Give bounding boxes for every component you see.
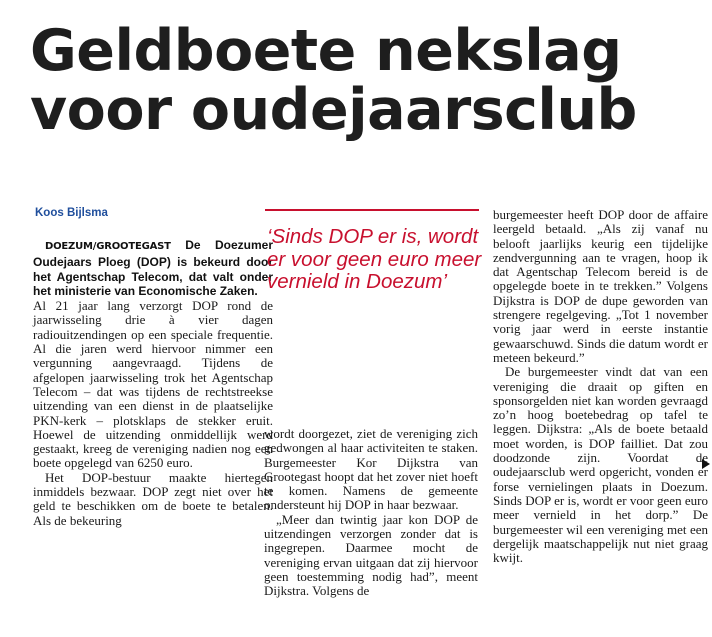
headline: [30, 18, 710, 143]
body-paragraph: wordt doorgezet, ziet de vereniging zich gedwongen al haar activiteiten te staken. Burgemeester Kor Dijkstra van Grootegast hoopt dat het zover niet hoeft te komen. Namens de gemeente ondersteunt hij DOP in haar bezwaar.: [264, 426, 478, 513]
headline-line-2: voor oudejaarsclub: [30, 77, 637, 143]
continue-arrow-icon: [702, 459, 710, 469]
article-column-3: [493, 208, 708, 565]
article-column-2: [264, 427, 478, 599]
headline-line-1: Geldboete nekslag: [30, 18, 622, 84]
article-column-1: [33, 238, 273, 528]
pull-quote: ‘Sinds DOP er is, wordt er voor geen euro meer vernield in Doezum’: [267, 225, 482, 293]
lead-body: De Doezumer Oudejaars Ploeg (DOP) is bekeurd door het Agentschap Telecom, dat valt onder het ministerie van Economische Zaken.: [33, 238, 273, 299]
body-paragraph: De burgemeester vindt dat van een vereniging die draait op giften en sponsorgelden niet kan worden gevraagd zo’n hoog boetebedrag op tafel te leggen. Dijkstra: „Als de boete betaald moet worden, is DOP failliet. Dat zou doodzonde zijn. Voordat de oudejaarsclub werd opgericht, vonden er forse vernielingen plaats in Doezum. Sinds DOP er is, wordt er voor geen euro meer vernield in het dorp.” De burgemeester wil een vereniging met een dergelijk maatschappelijk nut niet graag kwijt.: [493, 364, 708, 566]
quote-divider: [265, 209, 479, 211]
lead-paragraph: [33, 238, 273, 299]
author-byline: Koos Bijlsma: [35, 207, 108, 219]
body-paragraph: Het DOP-bestuur maakte hiertegen inmiddels bezwaar. DOP zegt niet over het geld te beschikken om de boete te betalen. Als de bekeuring: [33, 469, 273, 528]
body-paragraph: burgemeester heeft DOP door de affaire leergeld betaald. „Als zij vanaf nu belooft jaarlijks keurig een tijdelijke zendvergunning aan te vragen, hoop ik dat Agentschap Telecom bereid is de opgelegde boete in te trekken.” Volgens Dijkstra is DOP de dupe geworden van strengere regelgeving. „Tot 1 november vorig jaar werd in eerste instantie gewaarschuwd. Sinds die datum wordt er meteen bekeurd.”: [493, 207, 708, 365]
body-paragraph: „Meer dan twintig jaar kon DOP de uitzendingen verzorgen zonder dat is ingegrepen. Daarmee mocht de vereniging ervan uitgaan dat zij hiervoor geen toestemming nodig had”, meent Dijkstra. Volgens de: [264, 511, 478, 599]
body-paragraph: Al 21 jaar lang verzorgt DOP rond de jaarwisseling drie à vier dagen radiouitzendingen op een speciale frequentie. Al die jaren werd hiervoor nimmer een vergunning aangevraagd. Tijdens de afgelopen jaarwisseling trok het Agentschap Telecom – dat was tijdens de rechtstreekse uitzending van een dienst in de plaatselijke PKN-kerk – plotsklaps de stekker eruit. Hoewel de uitzending onmiddellijk werd gestaakt, kreeg de vereniging nadien nog een boete opgelegd van 6250 euro.: [33, 298, 273, 471]
dateline: DOEZUM/GROOTEGAST: [45, 241, 171, 252]
